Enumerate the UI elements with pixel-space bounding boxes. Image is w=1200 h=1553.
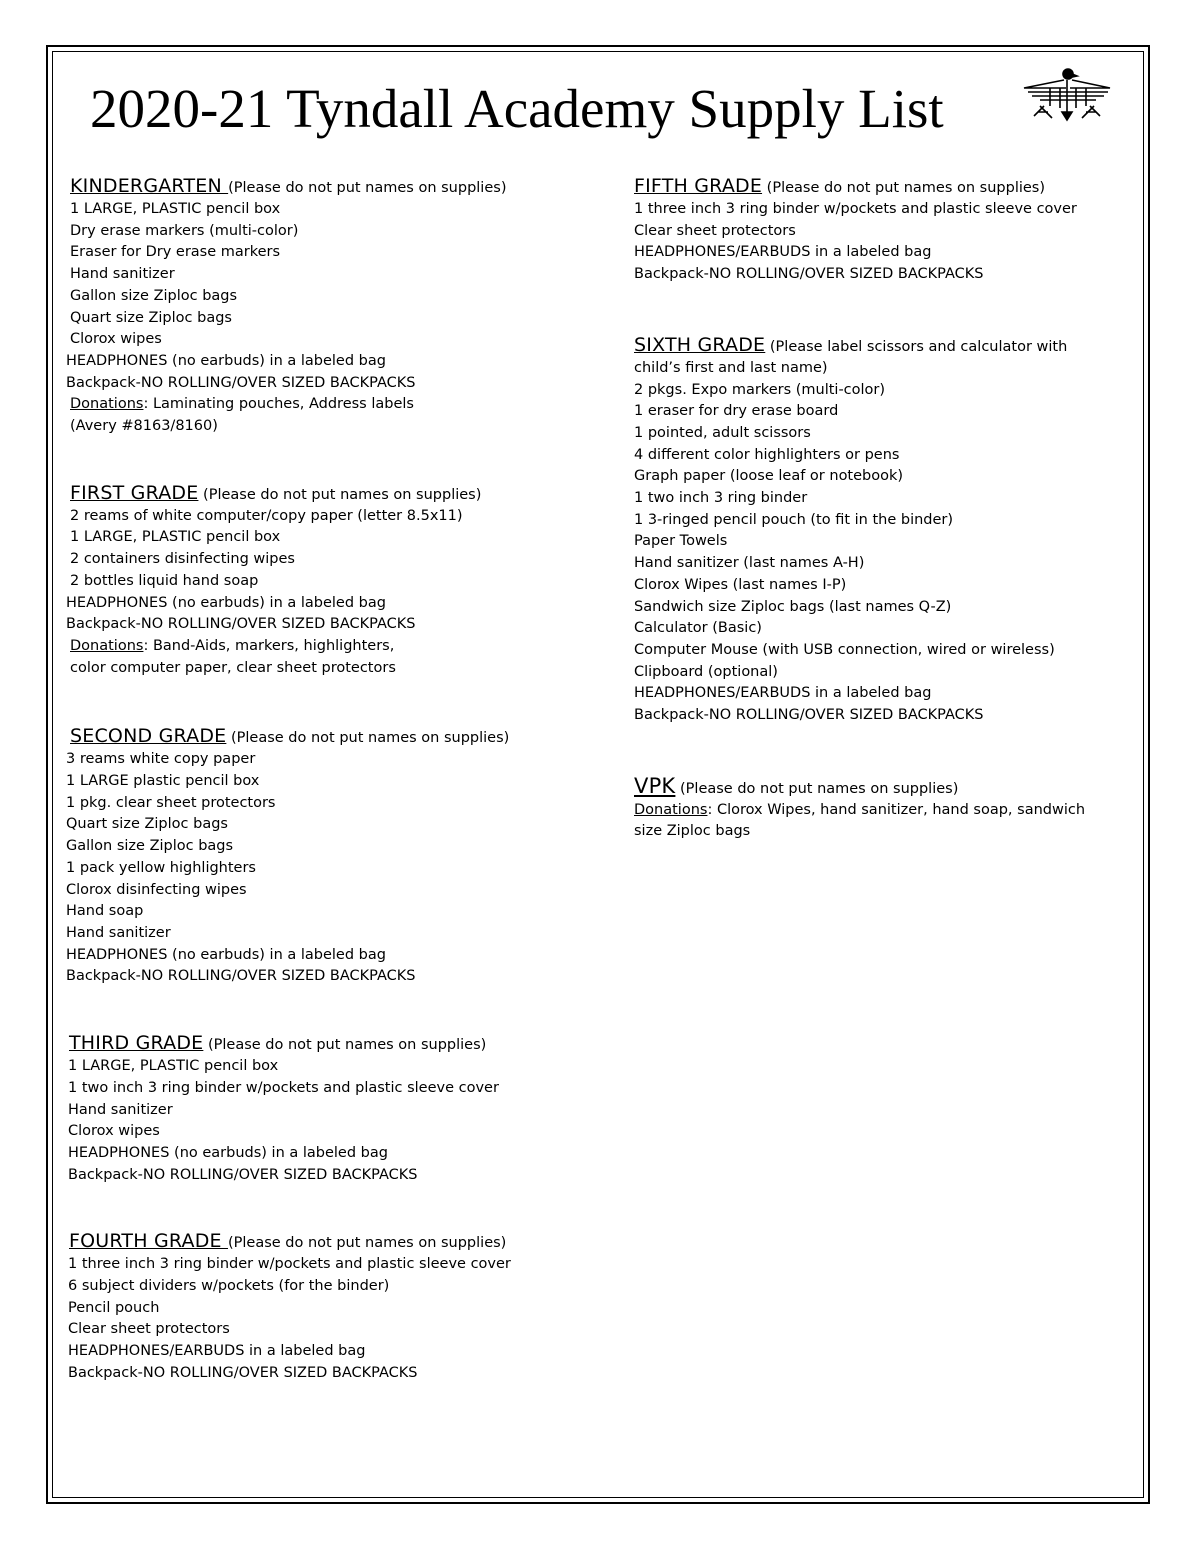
list-item: Gallon size Ziploc bags [66, 838, 234, 855]
list-item: 3 reams white copy paper [66, 751, 256, 768]
supply-list [634, 800, 1134, 843]
section-note: (Please do not put names on supplies) [762, 180, 1046, 196]
list-item: 2 bottles liquid hand soap [70, 572, 259, 589]
list-item: Backpack-NO ROLLING/OVER SIZED BACKPACKS [68, 1166, 418, 1183]
list-item: Backpack-NO ROLLING/OVER SIZED BACKPACKS [634, 266, 984, 283]
donations-text: : Laminating pouches, Address labels [143, 396, 414, 413]
list-item: 1 two inch 3 ring binder w/pockets and plastic sleeve cover [68, 1079, 499, 1096]
list-item: 1 LARGE, PLASTIC pencil box [68, 1058, 279, 1075]
grade-title: VPK [634, 773, 676, 798]
grade-title: SIXTH GRADE [634, 333, 766, 356]
grade-title: FOURTH GRADE [69, 1230, 228, 1253]
list-item: Clorox wipes [68, 1123, 160, 1140]
list-item: 1 pkg. clear sheet protectors [66, 794, 276, 811]
list-item: Hand sanitizer (last names A-H) [634, 555, 865, 572]
donations-label: Donations [634, 801, 708, 818]
donations-line [70, 636, 576, 658]
list-item: 1 pointed, adult scissors [634, 424, 811, 441]
section-heading [66, 1230, 576, 1254]
list-item: Quart size Ziploc bags [70, 309, 232, 326]
list-item: HEADPHONES/EARBUDS in a labeled bag [68, 1343, 366, 1360]
list-item: 1 pack yellow highlighters [66, 859, 256, 876]
eagle-emblem-icon [1020, 66, 1114, 126]
section-heading [634, 775, 1134, 800]
list-item: Paper Towels [634, 533, 728, 550]
left-column [66, 175, 576, 1385]
list-item: Quart size Ziploc bags [66, 816, 228, 833]
donations-line: (Avery #8163/8160) [70, 418, 218, 435]
list-item: 1 two inch 3 ring binder [634, 490, 808, 507]
list-item: HEADPHONES/EARBUDS in a labeled bag [634, 685, 932, 702]
grade-title: SECOND GRADE [70, 725, 227, 748]
list-item: 2 containers disinfecting wipes [70, 551, 295, 568]
section-heading [66, 1032, 576, 1056]
donations-label: Donations [70, 637, 144, 654]
kindergarten-section [66, 175, 576, 438]
list-item: Pencil pouch [68, 1299, 160, 1316]
list-item: Clorox wipes [70, 331, 162, 348]
list-item: HEADPHONES (no earbuds) in a labeled bag [66, 352, 386, 369]
grade-title: FIFTH GRADE [634, 175, 763, 197]
list-item: HEADPHONES (no earbuds) in a labeled bag [66, 594, 386, 611]
supply-list [634, 358, 1134, 727]
list-item: HEADPHONES (no earbuds) in a labeled bag [66, 946, 386, 963]
list-item: Graph paper (loose leaf or notebook) [634, 468, 904, 485]
supply-list [66, 199, 576, 438]
list-item: Hand soap [66, 903, 144, 920]
donations-line [70, 394, 576, 416]
list-item: 1 LARGE plastic pencil box [66, 773, 260, 790]
list-item: Clorox Wipes (last names I-P) [634, 576, 847, 593]
section-note: (Please do not put names on supplies) [228, 180, 507, 196]
grade-title: THIRD GRADE [69, 1032, 204, 1055]
list-item: 1 three inch 3 ring binder w/pockets and plastic sleeve cover [68, 1256, 511, 1273]
list-item: 2 pkgs. Expo markers (multi-color) [634, 381, 886, 398]
list-item: Sandwich size Ziploc bags (last names Q-Z) [634, 598, 952, 615]
donations-label: Donations [70, 396, 144, 413]
list-item: Hand sanitizer [70, 266, 175, 283]
list-item: Clipboard (optional) [634, 663, 778, 680]
list-item: HEADPHONES (no earbuds) in a labeled bag [68, 1144, 388, 1161]
grade-title: FIRST GRADE [70, 481, 199, 504]
donations-line: color computer paper, clear sheet protectors [70, 659, 396, 676]
donations-line: size Ziploc bags [634, 823, 751, 840]
list-item: Computer Mouse (with USB connection, wired or wireless) [634, 641, 1055, 658]
section-note: (Please do not put names on supplies) [203, 1037, 487, 1054]
section-note: (Please label scissors and calculator with [765, 338, 1068, 355]
section-heading [70, 482, 576, 506]
section-note: (Please do not put names on supplies) [198, 486, 482, 503]
supply-list [634, 199, 1134, 286]
section-note: (Please do not put names on supplies) [227, 1235, 507, 1252]
second-grade-section [66, 725, 576, 988]
section-heading [634, 175, 1134, 199]
section-heading [66, 725, 576, 749]
donations-text: : Band-Aids, markers, highlighters, [143, 637, 395, 654]
list-item: 2 reams of white computer/copy paper (letter 8.5x11) [70, 507, 463, 524]
donations-line [634, 800, 1134, 822]
right-column [634, 175, 1134, 843]
list-item: Hand sanitizer [68, 1101, 173, 1118]
list-item: 1 LARGE, PLASTIC pencil box [70, 201, 281, 217]
section-heading [70, 175, 576, 199]
list-item: 1 three inch 3 ring binder w/pockets and plastic sleeve cover [634, 201, 1077, 217]
list-item: Backpack-NO ROLLING/OVER SIZED BACKPACKS [66, 968, 416, 985]
sixth-grade-section [634, 334, 1134, 727]
list-item: Backpack-NO ROLLING/OVER SIZED BACKPACKS [66, 374, 416, 391]
grade-title: KINDERGARTEN [70, 175, 229, 197]
list-item: Dry erase markers (multi-color) [70, 222, 299, 239]
list-item: Backpack-NO ROLLING/OVER SIZED BACKPACKS [68, 1364, 418, 1381]
list-item: Clorox disinfecting wipes [66, 881, 247, 898]
donations-text: : Clorox Wipes, hand sanitizer, hand soap, sandwich [707, 801, 1086, 818]
section-heading [634, 334, 1134, 358]
list-item: Eraser for Dry erase markers [70, 244, 281, 261]
list-item: HEADPHONES/EARBUDS in a labeled bag [634, 244, 932, 261]
supply-list [66, 506, 576, 680]
supply-list [66, 749, 576, 988]
first-grade-section [66, 482, 576, 680]
list-item: 1 3-ringed pencil pouch (to fit in the binder) [634, 511, 954, 528]
list-item: Backpack-NO ROLLING/OVER SIZED BACKPACKS [66, 616, 416, 633]
section-note: (Please do not put names on supplies) [226, 730, 510, 747]
supply-list [66, 1254, 576, 1384]
list-item: Hand sanitizer [66, 924, 171, 941]
section-note: (Please do not put names on supplies) [675, 780, 959, 797]
vpk-section [634, 775, 1134, 843]
third-grade-section [66, 1032, 576, 1186]
fourth-grade-section [66, 1230, 576, 1384]
page-title: 2020-21 Tyndall Academy Supply List [90, 78, 944, 139]
list-item: Gallon size Ziploc bags [70, 287, 238, 304]
list-item: Calculator (Basic) [634, 620, 762, 637]
list-item: Clear sheet protectors [634, 222, 796, 239]
supply-list [66, 1056, 576, 1186]
list-item: 1 eraser for dry erase board [634, 403, 839, 420]
list-item: 6 subject dividers w/pockets (for the binder) [68, 1278, 390, 1295]
fifth-grade-section [634, 175, 1134, 286]
list-item: 1 LARGE, PLASTIC pencil box [70, 529, 281, 546]
list-item: Clear sheet protectors [68, 1321, 230, 1338]
list-item: 4 different color highlighters or pens [634, 446, 900, 463]
list-item: Backpack-NO ROLLING/OVER SIZED BACKPACKS [634, 707, 984, 724]
section-note-continued: child’s first and last name) [634, 359, 828, 376]
